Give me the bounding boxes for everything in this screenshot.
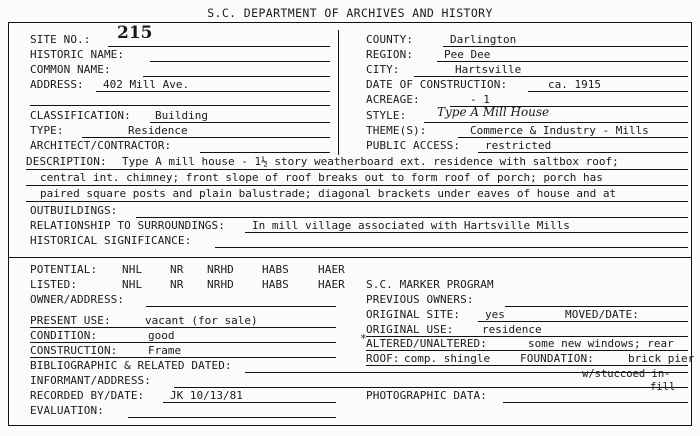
marker-program-label: S.C. MARKER PROGRAM (366, 278, 494, 291)
altered-rule (366, 350, 688, 351)
classification-rule (150, 122, 330, 123)
type-rule (82, 137, 330, 138)
themes-label: THEME(S): (366, 124, 427, 137)
document-title: S.C. DEPARTMENT OF ARCHIVES AND HISTORY (207, 6, 493, 20)
section-divider (9, 257, 691, 258)
recorded-by-label: RECORDED BY/DATE: (30, 389, 145, 402)
county-rule (443, 46, 688, 47)
historic-name-label: HISTORIC NAME: (30, 48, 125, 61)
relationship-label: RELATIONSHIP TO SURROUNDINGS: (30, 219, 225, 232)
type-value[interactable]: Residence (128, 124, 188, 137)
address-rule (96, 91, 330, 92)
previous-owners-rule (505, 306, 688, 307)
themes-rule (458, 137, 688, 138)
informant-label: INFORMANT/ADDRESS: (30, 374, 152, 387)
original-use-label: ORIGINAL USE: (366, 323, 454, 336)
description-rule-1 (26, 169, 688, 170)
date-of-construction-value[interactable]: ca. 1915 (548, 78, 601, 91)
roof-label: ROOF: (366, 352, 400, 365)
original-use-value[interactable]: residence (482, 323, 542, 336)
architect-label: ARCHITECT/CONTRACTOR: (30, 139, 172, 152)
owner-address-rule (146, 306, 336, 307)
condition-value[interactable]: good (148, 329, 175, 342)
description-rule-2 (26, 185, 688, 186)
original-site-rule (478, 321, 688, 322)
description-line-1[interactable]: Type A mill house - 1½ story weatherboard ext. residence with saltbox roof; (122, 155, 619, 168)
photographic-data-label: PHOTOGRAPHIC DATA: (366, 389, 488, 402)
type-label: TYPE: (30, 124, 64, 137)
description-line-2[interactable]: central int. chimney; front slope of roof breaks out to form roof of porch; porch has (40, 171, 603, 184)
construction-label: CONSTRUCTION: (30, 344, 118, 357)
evaluation-label: EVALUATION: (30, 404, 104, 417)
classification-label: CLASSIFICATION: (30, 109, 131, 122)
informant-rule (174, 387, 688, 388)
altered-value[interactable]: some new windows; rear (528, 337, 674, 350)
altered-label: ALTERED/UNALTERED: (366, 337, 488, 350)
address-value[interactable]: 402 Mill Ave. (103, 78, 190, 91)
potential-haer[interactable]: HAER (318, 263, 345, 276)
common-name-label: COMMON NAME: (30, 63, 111, 76)
style-value[interactable]: Type A Mill House (437, 105, 550, 119)
condition-label: CONDITION: (30, 329, 98, 342)
city-value[interactable]: Hartsville (455, 63, 522, 76)
previous-owners-label: PREVIOUS OWNERS: (366, 293, 474, 306)
construction-value[interactable]: Frame (148, 344, 182, 357)
listed-haer[interactable]: HAER (318, 278, 345, 291)
foundation-note-line-2: fill (650, 381, 676, 393)
outbuildings-label: OUTBUILDINGS: (30, 204, 118, 217)
recorded-by-rule (163, 402, 336, 403)
county-value[interactable]: Darlington (450, 33, 517, 46)
public-access-value[interactable]: restricted (485, 139, 552, 152)
historic-name-rule (150, 61, 330, 62)
bibliographic-label: BIBLIOGRAPHIC & RELATED DATED: (30, 359, 232, 372)
style-rule (424, 122, 688, 123)
region-label: REGION: (366, 48, 414, 61)
listed-nr[interactable]: NR (170, 278, 184, 291)
potential-habs[interactable]: HABS (262, 263, 289, 276)
present-use-value[interactable]: vacant (for sale) (145, 314, 258, 327)
photographic-data-rule (503, 402, 688, 403)
recorded-by-value[interactable]: JK 10/13/81 (170, 389, 243, 402)
description-line-3[interactable]: paired square posts and plain balustrade; diagonal brackets under eaves of house and at (40, 187, 617, 200)
outbuildings-rule (136, 217, 688, 218)
date-of-construction-rule (528, 91, 688, 92)
construction-rule (30, 357, 336, 358)
listed-habs[interactable]: HABS (262, 278, 289, 291)
owner-address-label: OWNER/ADDRESS: (30, 293, 125, 306)
listed-label: LISTED: (30, 278, 78, 291)
potential-nhl[interactable]: NHL (122, 263, 143, 276)
address-label: ADDRESS: (30, 78, 84, 91)
common-name-rule (143, 76, 330, 77)
present-use-label: PRESENT USE: (30, 314, 111, 327)
potential-nr[interactable]: NR (170, 263, 184, 276)
potential-nrhd[interactable]: NRHD (207, 263, 234, 276)
style-label: STYLE: (366, 109, 407, 122)
altered-marker: * (360, 332, 367, 345)
potential-label: POTENTIAL: (30, 263, 98, 276)
site-no-value[interactable]: 215 (117, 23, 153, 43)
acreage-label: ACREAGE: (366, 93, 420, 106)
original-site-value[interactable]: yes (485, 308, 505, 321)
date-of-construction-label: DATE OF CONSTRUCTION: (366, 78, 508, 91)
classification-top-rule (30, 105, 330, 106)
relationship-rule (245, 232, 688, 233)
foundation-value[interactable]: brick pier (628, 352, 695, 365)
region-rule (437, 61, 688, 62)
historical-significance-label: HISTORICAL SIGNIFICANCE: (30, 234, 192, 247)
listed-nrhd[interactable]: NRHD (207, 278, 234, 291)
architect-rule (200, 152, 330, 153)
condition-rule (30, 342, 336, 343)
city-rule (414, 76, 688, 77)
foundation-label: FOUNDATION: (520, 352, 594, 365)
themes-value[interactable]: Commerce & Industry - Mills (470, 124, 649, 137)
classification-value[interactable]: Building (155, 109, 208, 122)
county-label: COUNTY: (366, 33, 414, 46)
city-label: CITY: (366, 63, 400, 76)
evaluation-rule (128, 417, 336, 418)
present-use-rule (30, 327, 336, 328)
roof-foundation-rule (366, 365, 688, 366)
description-label: DESCRIPTION: (26, 155, 107, 168)
description-rule-3 (26, 201, 688, 202)
historical-significance-rule (215, 247, 688, 248)
original-site-label: ORIGINAL SITE: (366, 308, 461, 321)
moved-date-label: MOVED/DATE: (565, 308, 639, 321)
acreage-value[interactable]: - 1 (470, 93, 490, 106)
foundation-note-line-1: w/stuccoed in- (582, 368, 671, 380)
public-access-label: PUBLIC ACCESS: (366, 139, 461, 152)
public-access-rule (478, 152, 688, 153)
region-value[interactable]: Pee Dee (444, 48, 491, 61)
listed-nhl[interactable]: NHL (122, 278, 143, 291)
roof-value[interactable]: comp. shingle (404, 352, 491, 365)
site-no-label: SITE NO.: (30, 33, 91, 46)
site-no-rule (108, 46, 330, 47)
relationship-value[interactable]: In mill village associated with Hartsville Mills (252, 219, 570, 232)
column-divider (338, 30, 339, 155)
